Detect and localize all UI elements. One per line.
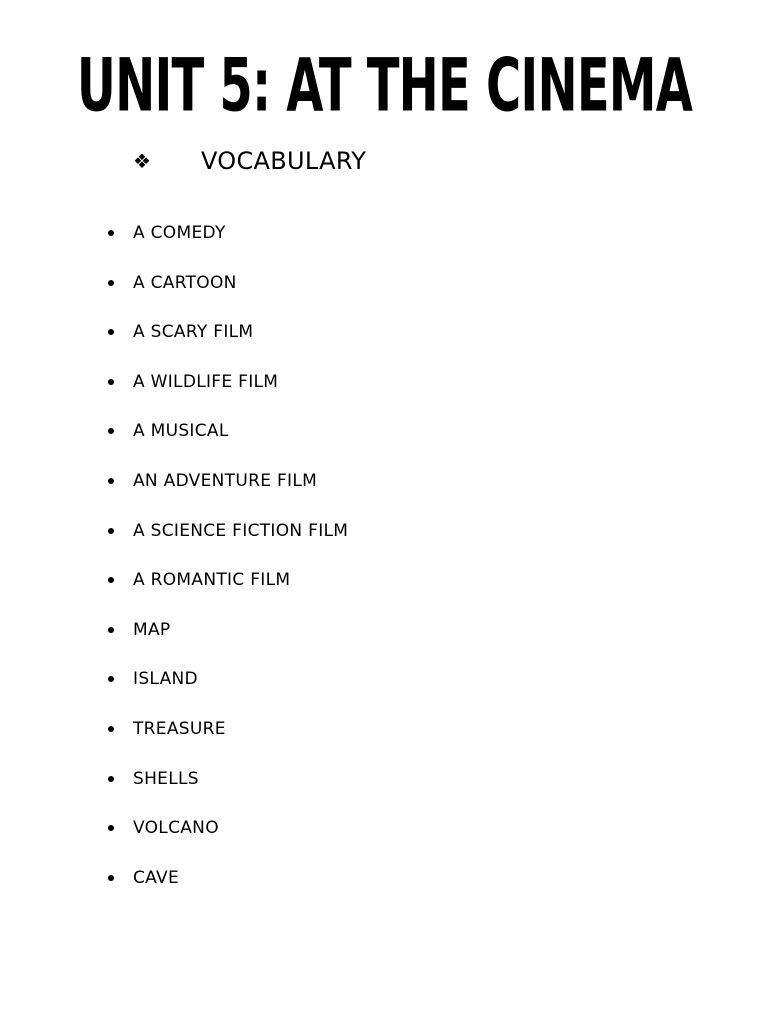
bullet-dot-icon: [108, 776, 114, 782]
vocabulary-term: SHELLS: [133, 768, 199, 789]
bullet-dot-icon: [108, 676, 114, 682]
vocabulary-term: A ROMANTIC FILM: [133, 570, 291, 591]
vocabulary-term: A CARTOON: [133, 272, 237, 293]
list-item: [0, 715, 768, 765]
section-heading: VOCABULARY: [201, 147, 367, 175]
list-item: [0, 219, 768, 269]
vocabulary-term: CAVE: [133, 867, 179, 888]
vocabulary-section-header: [133, 144, 366, 178]
list-item: [0, 368, 768, 418]
list-item: [0, 467, 768, 517]
list-item: [0, 814, 768, 864]
vocabulary-term: A COMEDY: [133, 223, 226, 243]
vocabulary-term: MAP: [133, 619, 171, 640]
list-item: [0, 765, 768, 815]
vocabulary-term: TREASURE: [133, 718, 226, 739]
list-item: [0, 864, 768, 914]
bullet-dot-icon: [108, 428, 114, 434]
bullet-dot-icon: [108, 329, 114, 335]
list-item: [0, 269, 768, 319]
vocabulary-term: VOLCANO: [133, 818, 219, 839]
vocabulary-term: A WILDLIFE FILM: [133, 371, 279, 392]
bullet-dot-icon: [108, 726, 114, 732]
bullet-dot-icon: [108, 825, 114, 831]
vocabulary-term: ISLAND: [133, 669, 198, 690]
list-item: [0, 566, 768, 616]
list-item: [0, 517, 768, 567]
vocabulary-term: A MUSICAL: [133, 421, 229, 442]
bullet-dot-icon: [108, 627, 114, 633]
bullet-dot-icon: [108, 280, 114, 286]
vocabulary-term: A SCIENCE FICTION FILM: [133, 520, 349, 541]
list-item: [0, 616, 768, 666]
bullet-dot-icon: [108, 478, 114, 484]
diamond-bullet-icon: ❖: [133, 149, 151, 173]
vocabulary-term: A SCARY FILM: [133, 322, 254, 343]
bullet-dot-icon: [108, 577, 114, 583]
bullet-dot-icon: [108, 875, 114, 881]
vocabulary-term: AN ADVENTURE FILM: [133, 470, 318, 491]
bullet-dot-icon: [108, 379, 114, 385]
list-item: [0, 665, 768, 715]
bullet-dot-icon: [108, 528, 114, 534]
title-container: [0, 30, 768, 129]
page-title: UNIT 5: AT THE CINEMA: [76, 43, 693, 129]
list-item: [0, 318, 768, 368]
bullet-dot-icon: [108, 230, 114, 236]
list-item: [0, 417, 768, 467]
vocabulary-list: [0, 219, 768, 913]
